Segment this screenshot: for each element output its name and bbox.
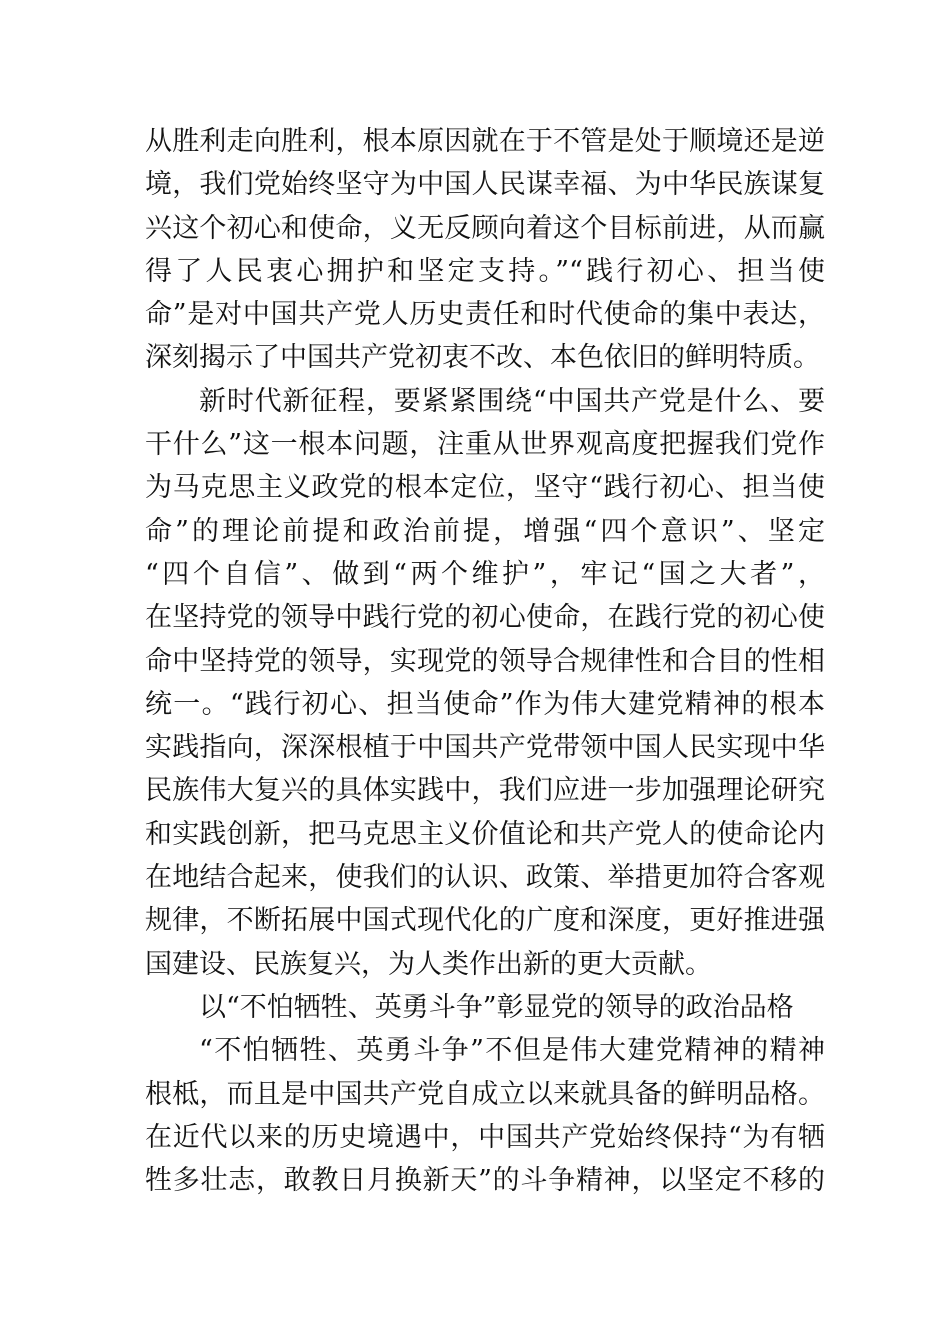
paragraph-start-line: “不怕牺牲、英勇斗争”不但是伟大建党精神的精神 bbox=[199, 1035, 825, 1067]
text-line: 和实践创新，把马克思主义价值论和共产党人的使命论内 bbox=[145, 818, 825, 850]
text-line: 规律，不断拓展中国式现代化的广度和深度，更好推进强 bbox=[145, 905, 825, 937]
text-line: 在坚持党的领导中践行党的初心使命，在践行党的初心使 bbox=[145, 602, 825, 634]
section-heading: 以“不怕牺牲、英勇斗争”彰显党的领导的政治品格 bbox=[199, 991, 794, 1023]
text-line: 深刻揭示了中国共产党初衷不改、本色依旧的鲜明特质。 bbox=[145, 342, 820, 374]
text-line: “四个自信”、做到“两个维护”，牢记“国之大者”， bbox=[145, 558, 825, 590]
text-line: 命”是对中国共产党人历史责任和时代使命的集中表达， bbox=[145, 299, 825, 331]
text-line: 统一。“践行初心、担当使命”作为伟大建党精神的根本 bbox=[145, 688, 825, 720]
text-line: 命中坚持党的领导，实现党的领导合规律性和合目的性相 bbox=[145, 645, 825, 677]
body-text bbox=[145, 120, 825, 1202]
text-line: 国建设、民族复兴，为人类作出新的更大贡献。 bbox=[145, 948, 712, 980]
text-line: 兴这个初心和使命，义无反顾向着这个目标前进，从而赢 bbox=[145, 212, 825, 244]
text-line: 为马克思主义政党的根本定位，坚守“践行初心、担当使 bbox=[145, 472, 825, 504]
text-line: 从胜利走向胜利，根本原因就在于不管是处于顺境还是逆 bbox=[145, 126, 825, 157]
paragraph-start-line: 新时代新征程，要紧紧围绕“中国共产党是什么、要 bbox=[199, 385, 825, 417]
text-line: 境，我们党始终坚守为中国人民谋幸福、为中华民族谋复 bbox=[145, 169, 825, 201]
text-line: 根柢，而且是中国共产党自成立以来就具备的鲜明品格。 bbox=[145, 1078, 825, 1110]
text-line: 在近代以来的历史境遇中，中国共产党始终保持“为有牺 bbox=[145, 1121, 825, 1153]
text-line: 实践指向，深深根植于中国共产党带领中国人民实现中华 bbox=[145, 732, 825, 764]
text-line: 在地结合起来，使我们的认识、政策、举措更加符合客观 bbox=[145, 862, 825, 894]
text-line: 得了人民衷心拥护和坚定支持。”“践行初心、担当使 bbox=[145, 255, 825, 287]
text-line: 牲多壮志，敢教日月换新天”的斗争精神，以坚定不移的 bbox=[145, 1165, 825, 1197]
text-line: 命”的理论前提和政治前提，增强“四个意识”、坚定 bbox=[145, 515, 825, 547]
text-line: 民族伟大复兴的具体实践中，我们应进一步加强理论研究 bbox=[145, 775, 825, 807]
text-line: 干什么”这一根本问题，注重从世界观高度把握我们党作 bbox=[145, 429, 825, 461]
